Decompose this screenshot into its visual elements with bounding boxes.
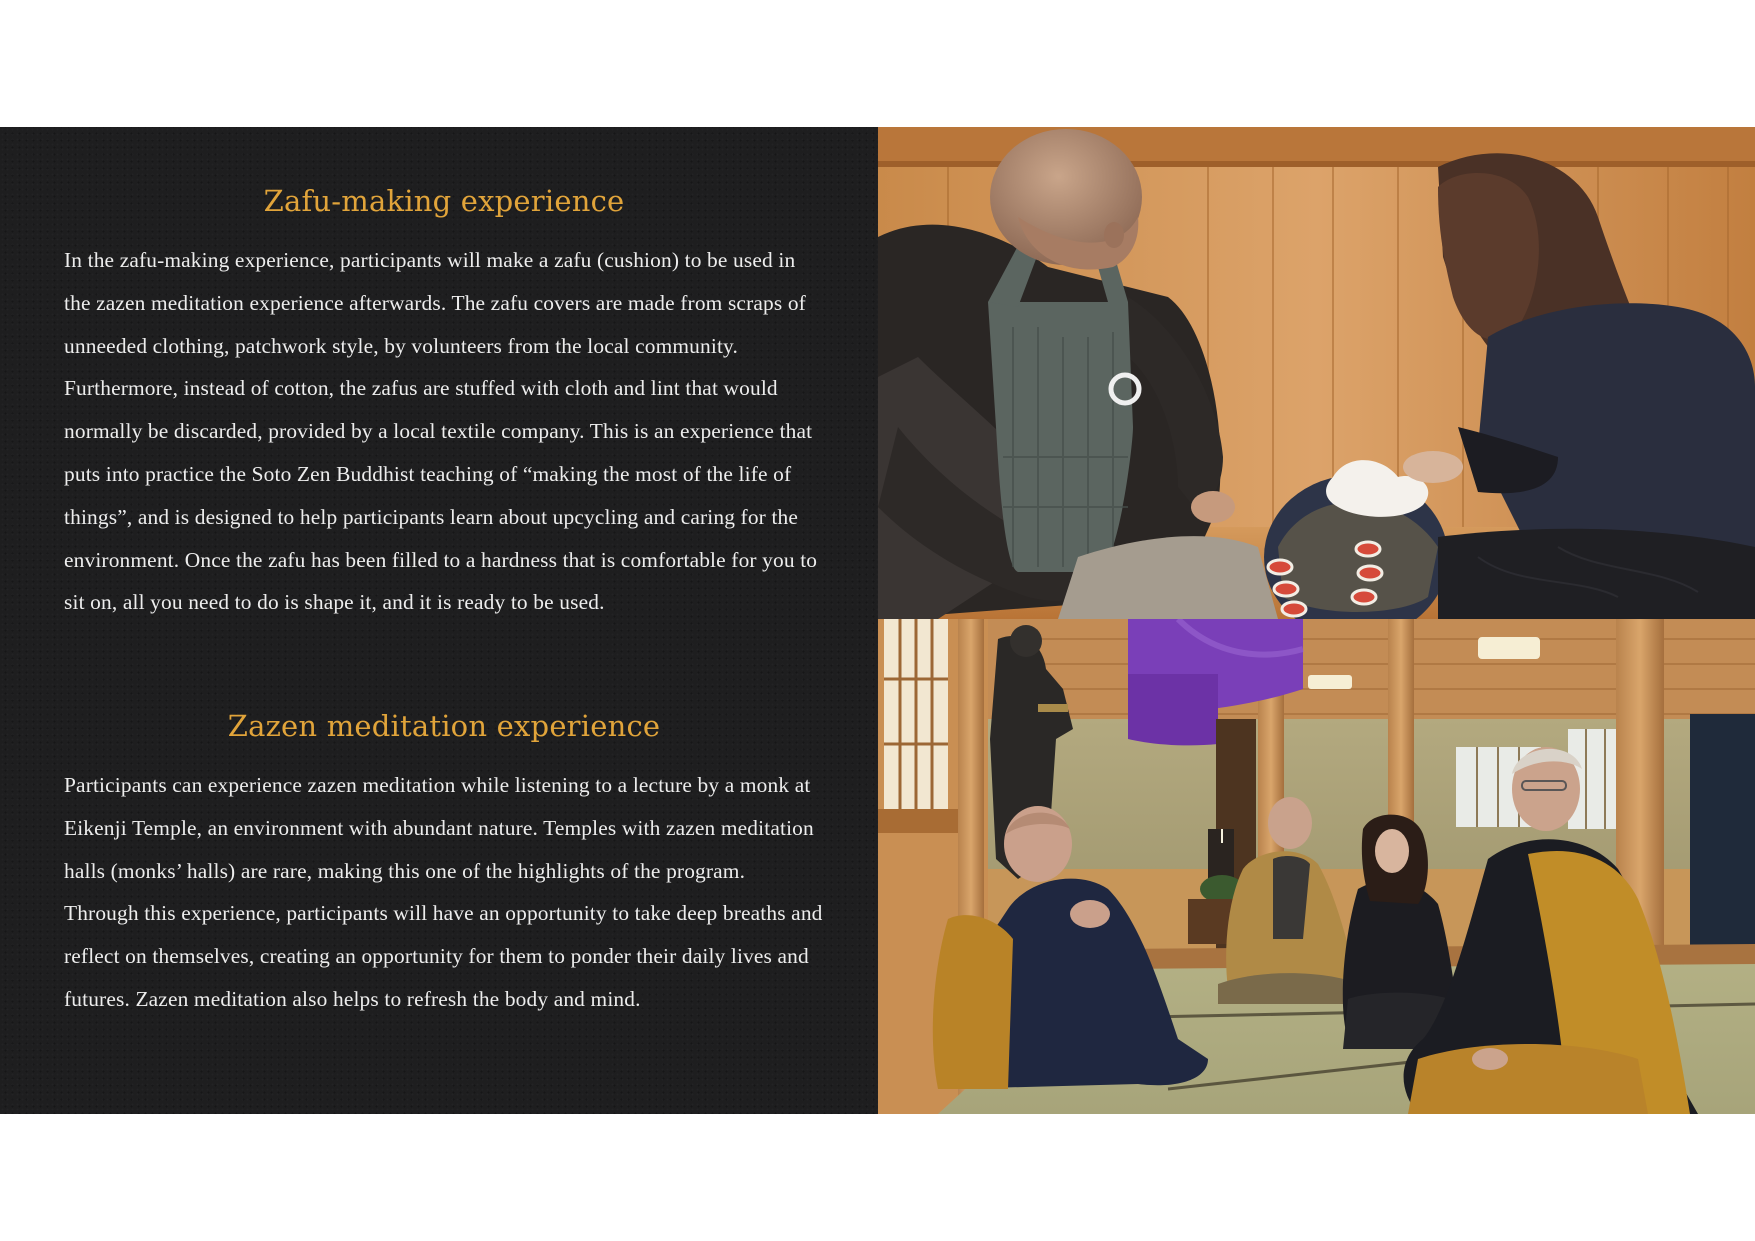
zazen-section-body: Participants can experience zazen meditation while listening to a lecture by a monk at Eikenji Temple, an environment with abundant nature. Temples with zazen meditation halls (monks’ halls) are rare, making this one of the highlights of the program. Through this experience, participants will have an opportunity to take deep breaths and reflect on themselves, creating an opportunity for them to ponder their daily lives and futures. Zazen meditation also helps to refresh the body and mind. xyxy=(64,773,823,1011)
brochure-spread xyxy=(0,127,1755,1114)
zafu-section xyxy=(64,181,824,624)
photo-panel xyxy=(878,127,1755,1114)
zazen-meditation-photo xyxy=(878,619,1755,1114)
text-panel xyxy=(0,127,878,1114)
zafu-section-title: Zafu-making experience xyxy=(263,184,625,218)
zazen-section-title: Zazen meditation experience xyxy=(227,709,661,743)
zafu-making-photo xyxy=(878,127,1755,619)
zafu-section-body: In the zafu-making experience, participants will make a zafu (cushion) to be used in the zazen meditation experience afterwards. The zafu covers are made from scraps of unneeded clothing, patchwork style, by volunteers from the local community. Furthermore, instead of cotton, the zafus are stuffed with cloth and lint that would normally be discarded, provided by a local textile company. This is an experience that puts into practice the Soto Zen Buddhist teaching of “making the most of the life of things”, and is designed to help participants learn about upcycling and caring for the environment. Once the zafu has been filled to a hardness that is comfortable for you to sit on, all you need to do is shape it, and it is ready to be used. xyxy=(64,248,818,615)
zazen-section xyxy=(64,706,824,1021)
